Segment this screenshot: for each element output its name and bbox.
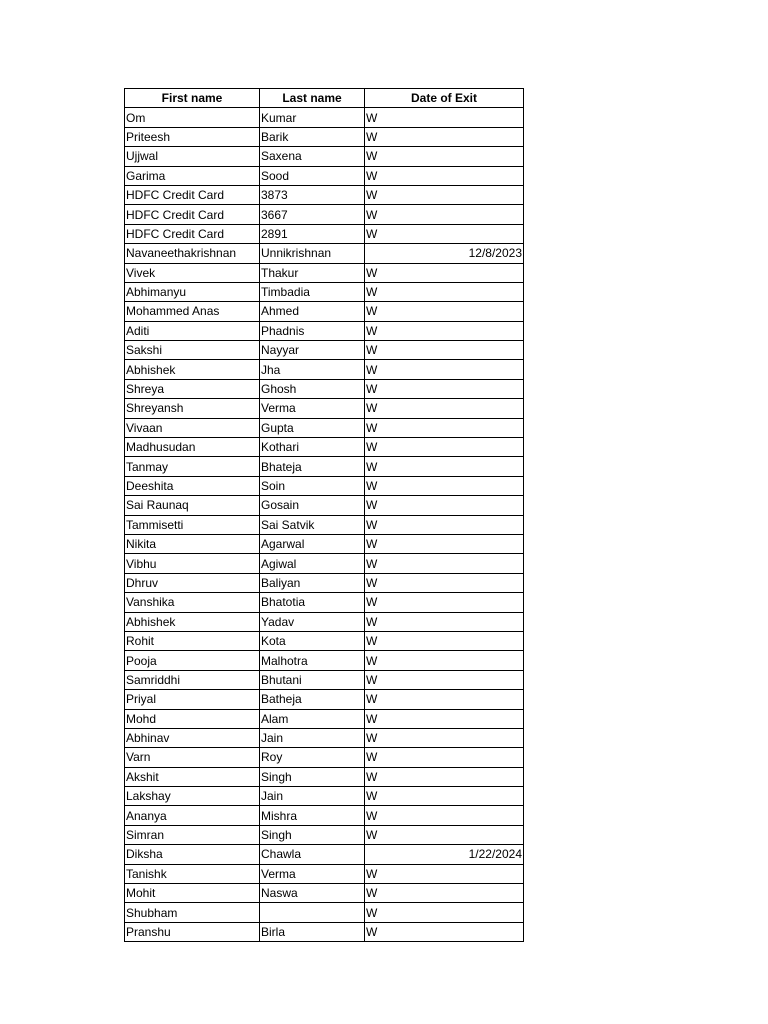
cell-date-of-exit: W (365, 631, 524, 650)
cell-first-name: Om (125, 108, 260, 127)
cell-last-name: 3667 (260, 205, 365, 224)
cell-last-name: Verma (260, 399, 365, 418)
table-row (125, 825, 524, 844)
cell-last-name: Saxena (260, 147, 365, 166)
cell-first-name: Nikita (125, 534, 260, 553)
table-row (125, 787, 524, 806)
cell-date-of-exit: W (365, 341, 524, 360)
table-row (125, 360, 524, 379)
cell-date-of-exit: W (365, 864, 524, 883)
table-row (125, 108, 524, 127)
table-row (125, 709, 524, 728)
cell-last-name: Singh (260, 767, 365, 786)
cell-first-name: Varn (125, 748, 260, 767)
cell-last-name: Ahmed (260, 302, 365, 321)
cell-first-name: Priyal (125, 690, 260, 709)
table-row (125, 593, 524, 612)
table-row (125, 690, 524, 709)
cell-first-name: Shreyansh (125, 399, 260, 418)
cell-date-of-exit: W (365, 147, 524, 166)
cell-last-name: Nayyar (260, 341, 365, 360)
cell-first-name: Shreya (125, 379, 260, 398)
table-row (125, 147, 524, 166)
table-row (125, 321, 524, 340)
cell-first-name: Abhimanyu (125, 282, 260, 301)
cell-last-name: Jain (260, 728, 365, 747)
cell-last-name: Gosain (260, 496, 365, 515)
cell-date-of-exit: W (365, 185, 524, 204)
cell-first-name: Ananya (125, 806, 260, 825)
table-row (125, 224, 524, 243)
cell-date-of-exit: W (365, 263, 524, 282)
table-row (125, 728, 524, 747)
cell-date-of-exit: W (365, 166, 524, 185)
cell-last-name: Ghosh (260, 379, 365, 398)
cell-first-name: Ujjwal (125, 147, 260, 166)
cell-date-of-exit: W (365, 728, 524, 747)
table-row (125, 515, 524, 534)
cell-date-of-exit: W (365, 108, 524, 127)
cell-last-name: Kumar (260, 108, 365, 127)
cell-date-of-exit: 1/22/2024 (365, 845, 524, 864)
table-row (125, 244, 524, 263)
table-row (125, 476, 524, 495)
cell-last-name: Agiwal (260, 554, 365, 573)
cell-first-name: Mohd (125, 709, 260, 728)
cell-first-name: Garima (125, 166, 260, 185)
table-row (125, 457, 524, 476)
cell-first-name: Tanmay (125, 457, 260, 476)
cell-first-name: Priteesh (125, 127, 260, 146)
cell-date-of-exit: W (365, 554, 524, 573)
cell-first-name: HDFC Credit Card (125, 185, 260, 204)
cell-last-name: 2891 (260, 224, 365, 243)
cell-first-name: HDFC Credit Card (125, 224, 260, 243)
cell-last-name: Sood (260, 166, 365, 185)
cell-first-name: Sai Raunaq (125, 496, 260, 515)
table-row (125, 205, 524, 224)
cell-first-name: Dhruv (125, 573, 260, 592)
cell-first-name: Deeshita (125, 476, 260, 495)
cell-date-of-exit: W (365, 903, 524, 922)
cell-first-name: HDFC Credit Card (125, 205, 260, 224)
cell-date-of-exit: W (365, 418, 524, 437)
cell-last-name: Sai Satvik (260, 515, 365, 534)
cell-date-of-exit: W (365, 127, 524, 146)
table-row (125, 185, 524, 204)
table-row (125, 767, 524, 786)
cell-first-name: Tammisetti (125, 515, 260, 534)
cell-first-name: Pranshu (125, 922, 260, 941)
cell-last-name: Roy (260, 748, 365, 767)
cell-date-of-exit: W (365, 379, 524, 398)
cell-first-name: Vanshika (125, 593, 260, 612)
cell-date-of-exit: W (365, 515, 524, 534)
cell-last-name: Kota (260, 631, 365, 650)
table-row (125, 631, 524, 650)
cell-first-name: Abhishek (125, 612, 260, 631)
cell-date-of-exit: W (365, 767, 524, 786)
table-row (125, 748, 524, 767)
cell-date-of-exit: 12/8/2023 (365, 244, 524, 263)
cell-date-of-exit: W (365, 651, 524, 670)
cell-date-of-exit: W (365, 573, 524, 592)
table-row (125, 903, 524, 922)
cell-last-name: Jha (260, 360, 365, 379)
cell-date-of-exit: W (365, 496, 524, 515)
cell-first-name: Navaneethakrishnan (125, 244, 260, 263)
cell-first-name: Akshit (125, 767, 260, 786)
table-row (125, 263, 524, 282)
table-row (125, 534, 524, 553)
cell-last-name: Agarwal (260, 534, 365, 553)
cell-last-name: Unnikrishnan (260, 244, 365, 263)
cell-last-name: Thakur (260, 263, 365, 282)
cell-last-name: Bhutani (260, 670, 365, 689)
cell-first-name: Lakshay (125, 787, 260, 806)
table-row (125, 127, 524, 146)
table-row (125, 806, 524, 825)
cell-date-of-exit: W (365, 534, 524, 553)
cell-date-of-exit: W (365, 302, 524, 321)
cell-date-of-exit: W (365, 748, 524, 767)
cell-date-of-exit: W (365, 282, 524, 301)
cell-date-of-exit: W (365, 690, 524, 709)
table-row (125, 496, 524, 515)
cell-last-name: Batheja (260, 690, 365, 709)
cell-date-of-exit: W (365, 884, 524, 903)
cell-first-name: Rohit (125, 631, 260, 650)
cell-date-of-exit: W (365, 205, 524, 224)
cell-date-of-exit: W (365, 321, 524, 340)
cell-date-of-exit: W (365, 612, 524, 631)
cell-date-of-exit: W (365, 438, 524, 457)
cell-date-of-exit: W (365, 922, 524, 941)
table-row (125, 884, 524, 903)
table-row (125, 438, 524, 457)
cell-date-of-exit: W (365, 360, 524, 379)
table-row (125, 379, 524, 398)
cell-first-name: Shubham (125, 903, 260, 922)
cell-date-of-exit: W (365, 593, 524, 612)
table-row (125, 302, 524, 321)
table-row (125, 341, 524, 360)
cell-first-name: Pooja (125, 651, 260, 670)
cell-first-name: Mohit (125, 884, 260, 903)
cell-first-name: Abhishek (125, 360, 260, 379)
cell-last-name: 3873 (260, 185, 365, 204)
cell-first-name: Mohammed Anas (125, 302, 260, 321)
cell-last-name: Timbadia (260, 282, 365, 301)
cell-last-name (260, 903, 365, 922)
table-row (125, 399, 524, 418)
cell-first-name: Abhinav (125, 728, 260, 747)
cell-date-of-exit: W (365, 806, 524, 825)
header-date-of-exit: Date of Exit (365, 89, 524, 108)
cell-first-name: Madhusudan (125, 438, 260, 457)
table-body (125, 108, 524, 942)
cell-date-of-exit: W (365, 476, 524, 495)
cell-first-name: Samriddhi (125, 670, 260, 689)
cell-last-name: Mishra (260, 806, 365, 825)
cell-last-name: Soin (260, 476, 365, 495)
cell-last-name: Barik (260, 127, 365, 146)
cell-date-of-exit: W (365, 709, 524, 728)
cell-last-name: Phadnis (260, 321, 365, 340)
table-row (125, 282, 524, 301)
table-row (125, 418, 524, 437)
table-row (125, 554, 524, 573)
cell-last-name: Chawla (260, 845, 365, 864)
cell-date-of-exit: W (365, 787, 524, 806)
table-row (125, 166, 524, 185)
cell-last-name: Birla (260, 922, 365, 941)
cell-first-name: Simran (125, 825, 260, 844)
cell-first-name: Sakshi (125, 341, 260, 360)
cell-last-name: Jain (260, 787, 365, 806)
cell-last-name: Kothari (260, 438, 365, 457)
cell-last-name: Yadav (260, 612, 365, 631)
cell-last-name: Verma (260, 864, 365, 883)
header-last-name: Last name (260, 89, 365, 108)
table-row (125, 922, 524, 941)
table-row (125, 573, 524, 592)
cell-first-name: Vibhu (125, 554, 260, 573)
cell-last-name: Naswa (260, 884, 365, 903)
cell-last-name: Gupta (260, 418, 365, 437)
cell-first-name: Aditi (125, 321, 260, 340)
table-row (125, 864, 524, 883)
table-row (125, 612, 524, 631)
cell-date-of-exit: W (365, 399, 524, 418)
cell-first-name: Tanishk (125, 864, 260, 883)
cell-first-name: Diksha (125, 845, 260, 864)
table-row (125, 670, 524, 689)
cell-date-of-exit: W (365, 457, 524, 476)
cell-last-name: Bhateja (260, 457, 365, 476)
table-row (125, 651, 524, 670)
cell-last-name: Bhatotia (260, 593, 365, 612)
table-row (125, 845, 524, 864)
header-first-name: First name (125, 89, 260, 108)
cell-first-name: Vivek (125, 263, 260, 282)
cell-date-of-exit: W (365, 825, 524, 844)
cell-last-name: Malhotra (260, 651, 365, 670)
cell-date-of-exit: W (365, 224, 524, 243)
header-row (125, 89, 524, 108)
cell-last-name: Singh (260, 825, 365, 844)
cell-date-of-exit: W (365, 670, 524, 689)
cell-last-name: Baliyan (260, 573, 365, 592)
cell-first-name: Vivaan (125, 418, 260, 437)
exit-table (124, 88, 524, 942)
cell-last-name: Alam (260, 709, 365, 728)
